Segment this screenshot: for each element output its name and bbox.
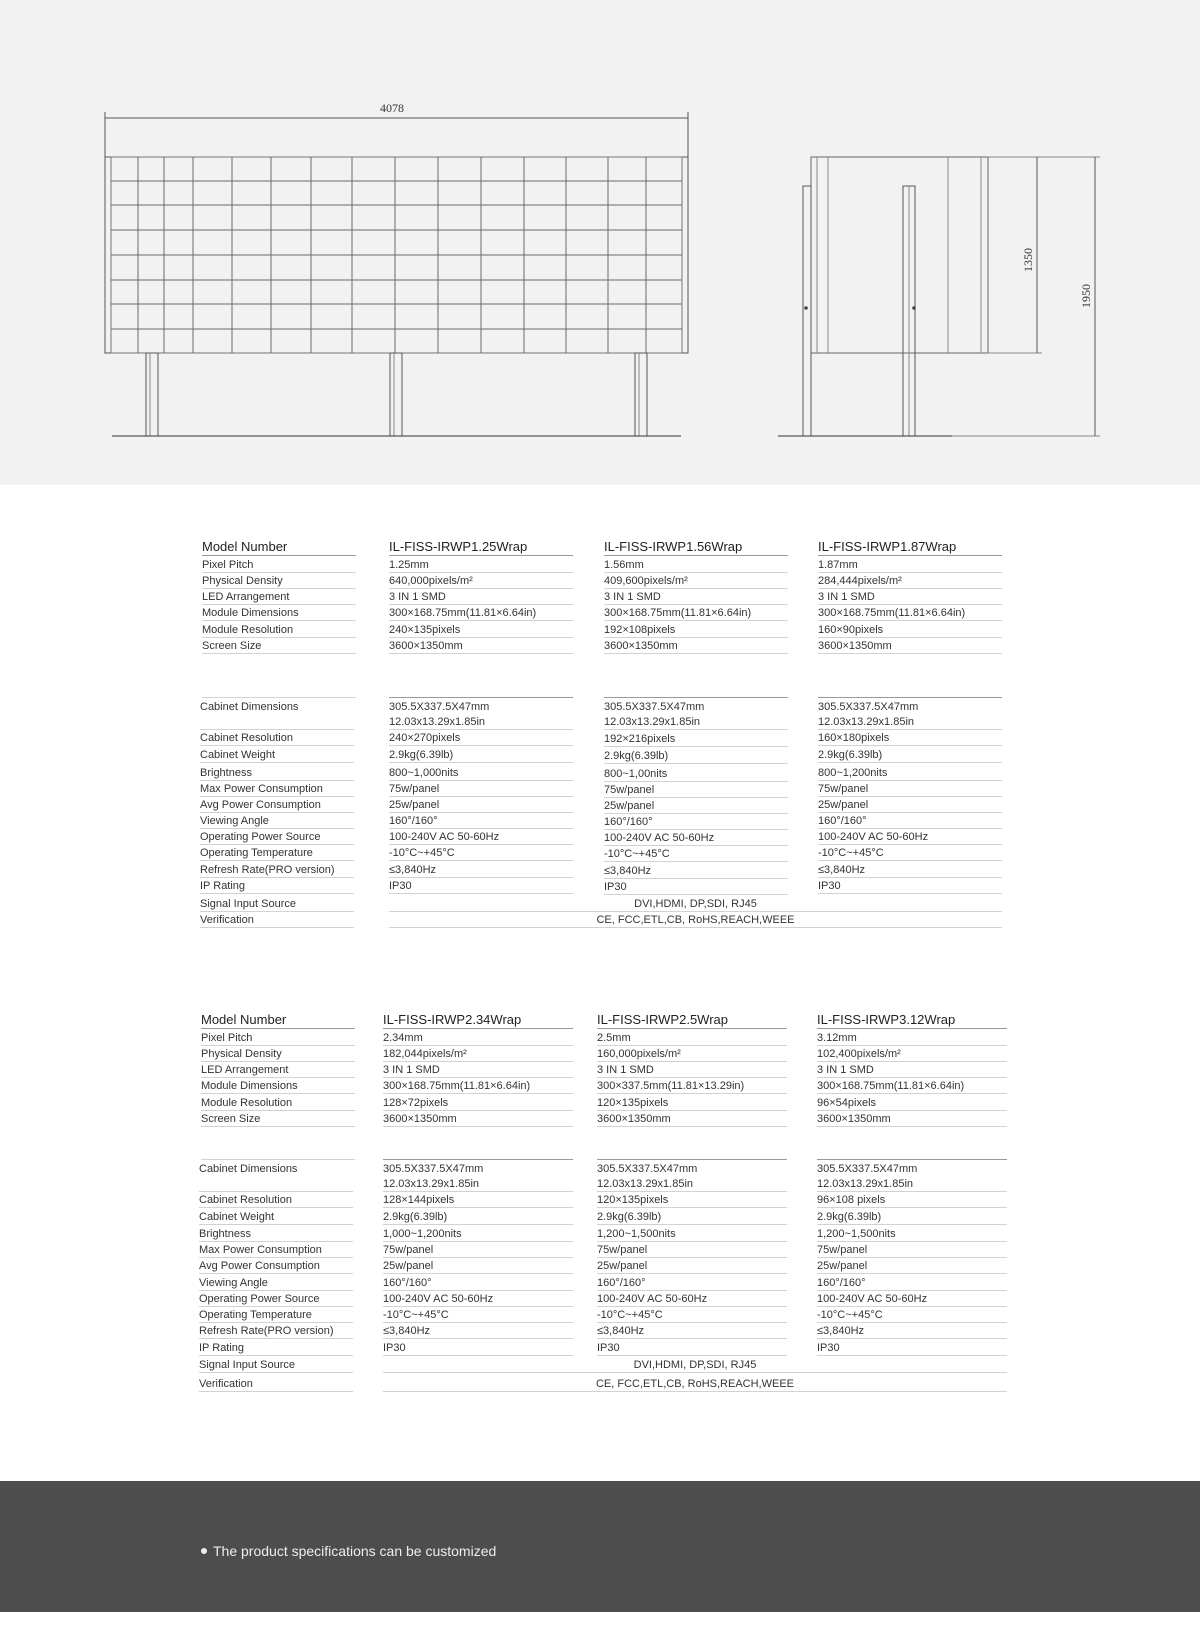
spec-cell: 96×54pixels <box>817 1096 1007 1111</box>
row-label: Refresh Rate(PRO version) <box>199 1324 353 1339</box>
spec-cell: 160×180pixels <box>818 731 1002 746</box>
model-name-0: IL-FISS-IRWP1.25Wrap <box>389 538 573 556</box>
spec-cell: 3 IN 1 SMD <box>389 590 573 605</box>
spec-cell: 300×168.75mm(11.81×6.64in) <box>818 606 1002 621</box>
spec-cell: 300×168.75mm(11.81×6.64in) <box>817 1079 1007 1094</box>
spec-cell: 1.56mm <box>604 558 788 573</box>
spec-cell: 3600×1350mm <box>597 1112 787 1127</box>
spec-cell: 75w/panel <box>597 1243 787 1258</box>
row-label: Pixel Pitch <box>202 558 356 573</box>
row-label: Cabinet Dimensions <box>200 700 354 730</box>
spec-cell: -10°C~+45°C <box>597 1308 787 1323</box>
spec-cell: 284,444pixels/m² <box>818 574 1002 589</box>
spec-cell: 3600×1350mm <box>604 639 788 654</box>
model-name-2: IL-FISS-IRWP1.87Wrap <box>818 538 1002 556</box>
side-view <box>778 157 1100 436</box>
spec-cell: 300×168.75mm(11.81×6.64in) <box>383 1079 573 1094</box>
spec-cell: 3600×1350mm <box>383 1112 573 1127</box>
spec-cell: 800~1,00nits <box>604 767 788 782</box>
row-label: Module Dimensions <box>201 1079 355 1094</box>
cabinet-dimensions-mm: 305.5X337.5X47mm <box>389 701 490 713</box>
row-label: Operating Power Source <box>199 1292 353 1307</box>
row-label: Cabinet Resolution <box>199 1193 353 1208</box>
model-name-1: IL-FISS-IRWP1.56Wrap <box>604 538 788 556</box>
front-view-legs <box>146 353 647 436</box>
spec-cell: 3 IN 1 SMD <box>597 1063 787 1078</box>
spec-cell: -10°C~+45°C <box>818 846 1002 861</box>
spec-cell: 2.9kg(6.39lb) <box>383 1210 573 1225</box>
cabinet-dimensions-in: 12.03x13.29x1.85in <box>389 715 573 730</box>
spec-cell: 25w/panel <box>389 798 573 813</box>
row-label: LED Arrangement <box>202 590 356 605</box>
signal-input-source-value: DVI,HDMI, DP,SDI, RJ45 <box>383 1358 1007 1373</box>
signal-input-source-value: DVI,HDMI, DP,SDI, RJ45 <box>389 897 1002 912</box>
spec-cell: ≤3,840Hz <box>389 863 573 878</box>
spec-cell: 102,400pixels/m² <box>817 1047 1007 1062</box>
spec-cell: 2.9kg(6.39lb) <box>818 748 1002 763</box>
row-label: Brightness <box>200 766 354 781</box>
spec-cell: 25w/panel <box>383 1259 573 1274</box>
row-label: Module Dimensions <box>202 606 356 621</box>
spec-cell: 300×168.75mm(11.81×6.64in) <box>389 606 573 621</box>
group-divider <box>818 697 1002 698</box>
cabinet-dimensions-mm: 305.5X337.5X47mm <box>817 1163 918 1175</box>
spec-cell: 160°/160° <box>597 1276 787 1291</box>
spec-cell: 3600×1350mm <box>817 1112 1007 1127</box>
spec-cell: -10°C~+45°C <box>389 846 573 861</box>
row-label: Viewing Angle <box>200 814 354 829</box>
cabinet-dimensions-mm: 305.5X337.5X47mm <box>383 1163 484 1175</box>
spec-cell: 75w/panel <box>817 1243 1007 1258</box>
row-label: Viewing Angle <box>199 1276 353 1291</box>
row-label: Cabinet Weight <box>199 1210 353 1225</box>
row-label: LED Arrangement <box>201 1063 355 1078</box>
width-dimension-label: 4078 <box>380 101 404 115</box>
row-label: Signal Input Source <box>199 1358 353 1373</box>
row-label: Avg Power Consumption <box>199 1259 353 1274</box>
outer-height-dimension-label: 1950 <box>1079 284 1093 308</box>
row-label: Max Power Consumption <box>199 1243 353 1258</box>
row-label: Brightness <box>199 1227 353 1242</box>
spec-cell: 100-240V AC 50-60Hz <box>389 830 573 845</box>
spec-cell: 240×270pixels <box>389 731 573 746</box>
spec-cell: 300×337.5mm(11.81×13.29in) <box>597 1079 787 1094</box>
spec-cell: 75w/panel <box>818 782 1002 797</box>
verification-value: CE, FCC,ETL,CB, RoHS,REACH,WEEE <box>389 913 1002 928</box>
row-label: Module Resolution <box>202 623 356 638</box>
spec-cell: 25w/panel <box>604 799 788 814</box>
spec-cell: 1,200~1,500nits <box>597 1227 787 1242</box>
row-label: Screen Size <box>202 639 356 654</box>
spec-cell: 1,200~1,500nits <box>817 1227 1007 1242</box>
model-number-label: Model Number <box>202 538 356 556</box>
row-label: Cabinet Weight <box>200 748 354 763</box>
spec-cell: 120×135pixels <box>597 1096 787 1111</box>
spec-cell: 1.87mm <box>818 558 1002 573</box>
spec-cell: 96×108 pixels <box>817 1193 1007 1208</box>
row-label: Screen Size <box>201 1112 355 1127</box>
spec-cell: 182,044pixels/m² <box>383 1047 573 1062</box>
spec-cell: 160,000pixels/m² <box>597 1047 787 1062</box>
group-divider <box>201 1159 355 1160</box>
spec-cell: 2.9kg(6.39lb) <box>604 749 788 764</box>
cabinet-dimensions-mm: 305.5X337.5X47mm <box>604 701 705 713</box>
spec-cell: 800~1,200nits <box>818 766 1002 781</box>
group-divider <box>383 1159 573 1160</box>
spec-cell: 2.9kg(6.39lb) <box>817 1210 1007 1225</box>
spec-cell: IP30 <box>597 1341 787 1356</box>
row-label: Verification <box>199 1377 353 1392</box>
spec-cell: 3 IN 1 SMD <box>818 590 1002 605</box>
inner-height-dimension-label: 1350 <box>1021 248 1035 272</box>
spec-cell: IP30 <box>604 880 788 895</box>
cabinet-dimensions-in: 12.03x13.29x1.85in <box>817 1177 1007 1192</box>
spec-cell: IP30 <box>389 879 573 894</box>
spec-cell: ≤3,840Hz <box>604 864 788 879</box>
spec-cell: -10°C~+45°C <box>604 847 788 862</box>
row-label: Physical Density <box>202 574 356 589</box>
footer-note <box>201 1543 496 1559</box>
spec-cell: 25w/panel <box>597 1259 787 1274</box>
model-number-label: Model Number <box>201 1011 355 1029</box>
group-divider <box>597 1159 787 1160</box>
group-divider <box>604 697 788 698</box>
spec-cell: 100-240V AC 50-60Hz <box>383 1292 573 1307</box>
footer-banner <box>0 1481 1200 1612</box>
spec-cell: 2.34mm <box>383 1031 573 1046</box>
row-label: Verification <box>200 913 354 928</box>
model-name-1: IL-FISS-IRWP2.5Wrap <box>597 1011 787 1029</box>
spec-cell: 1.25mm <box>389 558 573 573</box>
group-divider <box>389 697 573 698</box>
spec-cell: 240×135pixels <box>389 623 573 638</box>
spec-cell: 300×168.75mm(11.81×6.64in) <box>604 606 788 621</box>
row-label: Operating Temperature <box>200 846 354 861</box>
cabinet-dimensions-in: 12.03x13.29x1.85in <box>604 715 788 730</box>
row-label: IP Rating <box>200 879 354 894</box>
row-label: Max Power Consumption <box>200 782 354 797</box>
row-label: IP Rating <box>199 1341 353 1356</box>
spec-cell: 100-240V AC 50-60Hz <box>818 830 1002 845</box>
group-divider <box>202 697 356 698</box>
spec-cell: 160°/160° <box>818 814 1002 829</box>
spec-cell: IP30 <box>383 1341 573 1356</box>
spec-cell: 160°/160° <box>383 1276 573 1291</box>
spec-cell: ≤3,840Hz <box>597 1324 787 1339</box>
spec-cell: 3600×1350mm <box>818 639 1002 654</box>
row-label: Signal Input Source <box>200 897 354 912</box>
row-label: Avg Power Consumption <box>200 798 354 813</box>
row-label: Pixel Pitch <box>201 1031 355 1046</box>
spec-cell: 2.9kg(6.39lb) <box>597 1210 787 1225</box>
cabinet-dimensions-mm: 305.5X337.5X47mm <box>597 1163 698 1175</box>
spec-cell: ≤3,840Hz <box>818 863 1002 878</box>
spec-cell: 100-240V AC 50-60Hz <box>817 1292 1007 1307</box>
spec-cell: 640,000pixels/m² <box>389 574 573 589</box>
spec-cell: -10°C~+45°C <box>817 1308 1007 1323</box>
spec-cell: 100-240V AC 50-60Hz <box>604 831 788 846</box>
spec-cell: -10°C~+45°C <box>383 1308 573 1323</box>
cabinet-dimensions-mm: 305.5X337.5X47mm <box>818 701 919 713</box>
row-label: Cabinet Dimensions <box>199 1162 353 1192</box>
row-label: Refresh Rate(PRO version) <box>200 863 354 878</box>
product-dimension-drawing <box>0 0 1200 485</box>
cabinet-dimensions-in: 12.03x13.29x1.85in <box>818 715 1002 730</box>
group-divider <box>817 1159 1007 1160</box>
spec-cell: 75w/panel <box>389 782 573 797</box>
row-label: Cabinet Resolution <box>200 731 354 746</box>
spec-cell: 800~1,000nits <box>389 766 573 781</box>
spec-cell: IP30 <box>817 1341 1007 1356</box>
spec-cell: ≤3,840Hz <box>383 1324 573 1339</box>
spec-cell: 160°/160° <box>389 814 573 829</box>
row-label: Module Resolution <box>201 1096 355 1111</box>
spec-cell: 75w/panel <box>383 1243 573 1258</box>
spec-cell: 160°/160° <box>817 1276 1007 1291</box>
spec-cell: 25w/panel <box>817 1259 1007 1274</box>
row-label: Operating Power Source <box>200 830 354 845</box>
spec-cell: 1,000~1,200nits <box>383 1227 573 1242</box>
spec-cell: 3.12mm <box>817 1031 1007 1046</box>
spec-cell: 120×135pixels <box>597 1193 787 1208</box>
technical-drawing-panel <box>0 0 1200 485</box>
spec-cell: 2.9kg(6.39lb) <box>389 748 573 763</box>
model-name-2: IL-FISS-IRWP3.12Wrap <box>817 1011 1007 1029</box>
spec-cell: 192×216pixels <box>604 732 788 747</box>
spec-cell: 75w/panel <box>604 783 788 798</box>
spec-cell: 160°/160° <box>604 815 788 830</box>
cabinet-dimensions-in: 12.03x13.29x1.85in <box>383 1177 573 1192</box>
spec-cell: 100-240V AC 50-60Hz <box>597 1292 787 1307</box>
verification-value: CE, FCC,ETL,CB, RoHS,REACH,WEEE <box>383 1377 1007 1392</box>
row-label: Operating Temperature <box>199 1308 353 1323</box>
spec-cell: 3 IN 1 SMD <box>817 1063 1007 1078</box>
spec-cell: 3 IN 1 SMD <box>383 1063 573 1078</box>
spec-cell: 160×90pixels <box>818 623 1002 638</box>
spec-cell: IP30 <box>818 879 1002 894</box>
cabinet-dimensions-in: 12.03x13.29x1.85in <box>597 1177 787 1192</box>
spec-cell: 3 IN 1 SMD <box>604 590 788 605</box>
spec-cell: 25w/panel <box>818 798 1002 813</box>
spec-cell: 2.5mm <box>597 1031 787 1046</box>
bullet-icon <box>201 1548 207 1554</box>
row-label: Physical Density <box>201 1047 355 1062</box>
spec-cell: 409,600pixels/m² <box>604 574 788 589</box>
footer-note-text: The product specifications can be customized <box>213 1543 497 1559</box>
model-name-0: IL-FISS-IRWP2.34Wrap <box>383 1011 573 1029</box>
spec-cell: 128×144pixels <box>383 1193 573 1208</box>
spec-cell: 128×72pixels <box>383 1096 573 1111</box>
spec-cell: 3600×1350mm <box>389 639 573 654</box>
spec-cell: ≤3,840Hz <box>817 1324 1007 1339</box>
spec-cell: 192×108pixels <box>604 623 788 638</box>
